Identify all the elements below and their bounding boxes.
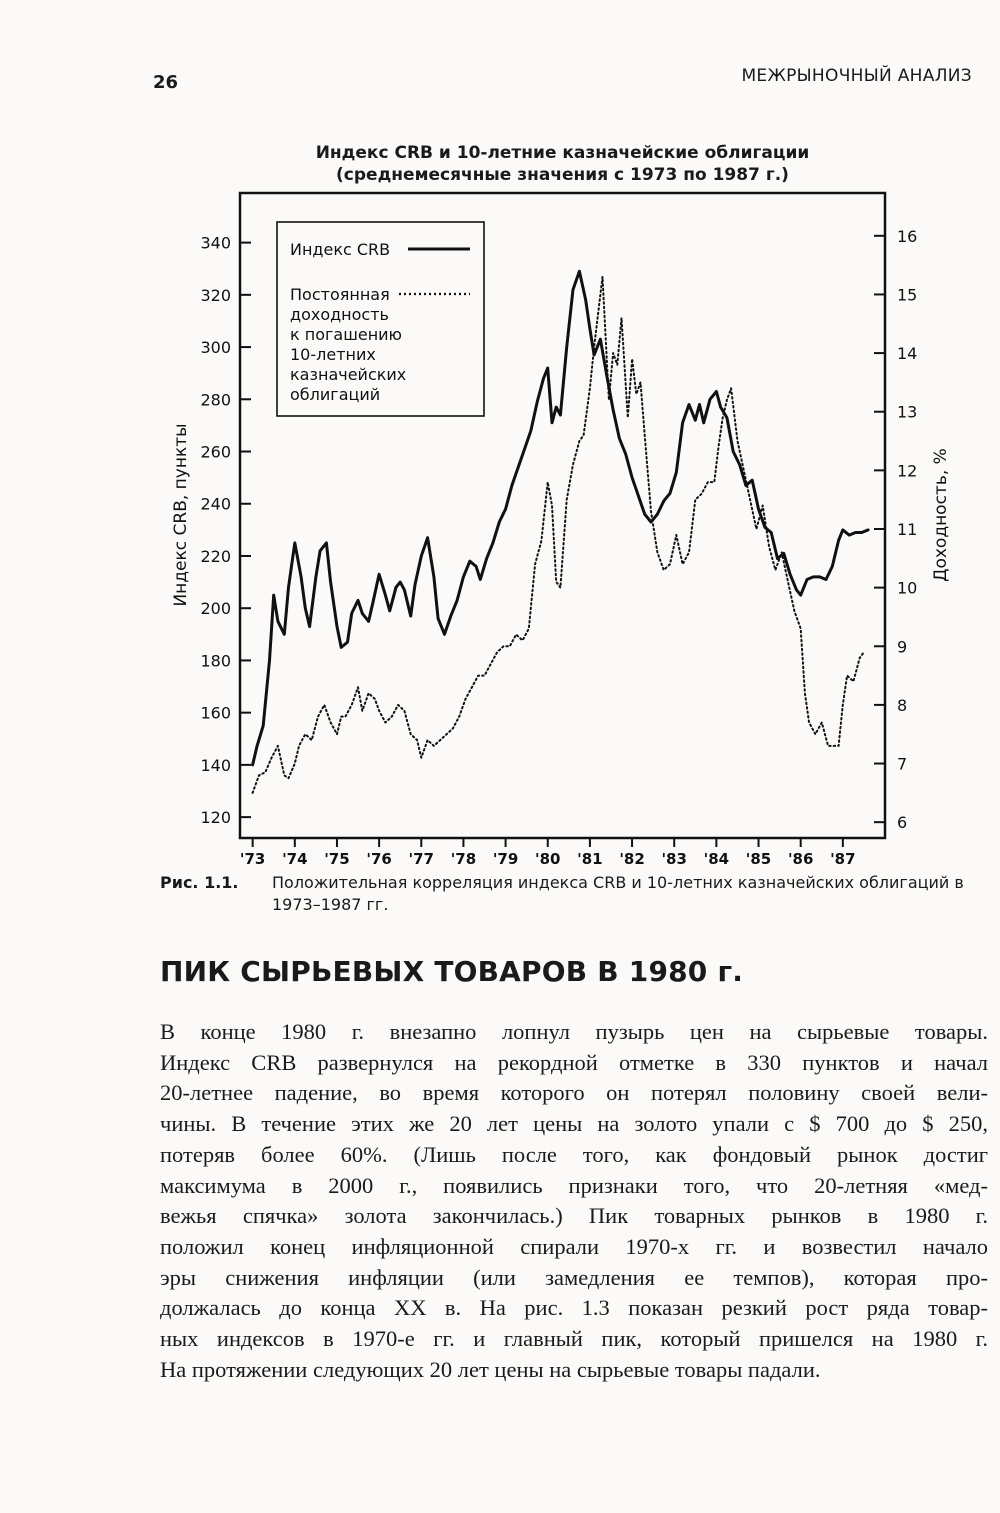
legend-yield-line-5: казначейских	[290, 365, 407, 384]
y-left-tick-label: 200	[200, 599, 231, 619]
caption-label: Рис. 1.1.	[160, 873, 239, 892]
y-right-tick-label: 10	[897, 578, 918, 598]
y-left-tick-label: 140	[200, 755, 231, 775]
y-left-tick-label: 220	[200, 546, 231, 566]
body-line: чины. В течение этих же 20 лет цены на золото упали с $ 700 до $ 250,	[160, 1111, 988, 1137]
running-header: МЕЖРЫНОЧНЫЙ АНАЛИЗ	[741, 66, 972, 86]
x-tick-label: '85	[745, 850, 772, 868]
y-right-tick-label: 15	[897, 285, 918, 305]
y-right-tick-label: 6	[897, 813, 908, 833]
body-line: ных индексов в 1970-е гг. и главный пик, который пришелся на 1980 г.	[160, 1326, 988, 1352]
y-right-tick-label: 7	[897, 754, 908, 774]
x-tick-label: '84	[703, 850, 730, 868]
page-number: 26	[153, 72, 179, 93]
y-left-axis	[200, 234, 251, 827]
x-tick-label: '79	[492, 850, 519, 868]
body-line: эры снижения инфляции (или замедления ее темпов), которая про-	[160, 1264, 988, 1290]
y-right-tick-label: 12	[897, 461, 918, 481]
legend	[277, 222, 484, 416]
body-line: потеряв более 60%. (Лишь после того, как фондовый рынок достиг	[160, 1141, 988, 1167]
y-left-tick-label: 300	[200, 338, 231, 358]
chart-title-line-2: (среднемесячные значения с 1973 по 1987 г.)	[336, 165, 789, 185]
y-right-axis	[874, 227, 917, 832]
body-line: В конце 1980 г. внезапно лопнул пузырь цен на сырьевые товары.	[160, 1019, 988, 1044]
x-tick-label: '82	[619, 850, 645, 868]
x-tick-label: '83	[661, 850, 687, 868]
body-line: 20-летнее падение, во время которого он потерял половину своей вели-	[160, 1080, 988, 1106]
legend-yield-line-2: доходность	[290, 305, 389, 324]
y-left-tick-label: 340	[200, 233, 231, 253]
body-line: положил конец инфляционной спирали 1970-х гг. и возвестил начало	[160, 1233, 988, 1259]
body-line: вежья спячка» золота закончилась.) Пик товарных рынков в 1980 г.	[160, 1203, 988, 1229]
x-tick-label: '74	[282, 850, 308, 868]
x-tick-label: '75	[324, 850, 350, 868]
y-left-tick-label: 260	[200, 442, 231, 462]
y-left-tick-label: 180	[200, 651, 231, 671]
y-left-tick-label: 240	[200, 494, 231, 514]
section-heading: ПИК СЫРЬЕВЫХ ТОВАРОВ В 1980 г.	[160, 955, 744, 988]
y-left-axis-label: Индекс CRB, пункты	[171, 423, 191, 607]
x-axis	[240, 838, 856, 868]
x-tick-label: '77	[408, 850, 435, 868]
y-left-tick-label: 280	[200, 390, 231, 410]
chart-title-line-1: Индекс CRB и 10-летние казначейские облигации	[315, 143, 810, 163]
x-tick-label: '86	[787, 850, 814, 868]
x-tick-label: '76	[366, 850, 392, 868]
legend-yield-line-1: Постоянная	[290, 285, 390, 304]
y-right-tick-label: 14	[897, 344, 918, 364]
legend-yield-line-4: 10-летних	[290, 345, 376, 364]
x-tick-label: '73	[239, 850, 266, 868]
y-right-tick-label: 9	[897, 637, 908, 657]
body-line: Индекс CRB развернулся на рекордной отметке в 330 пунктов и начал	[160, 1049, 988, 1075]
y-right-tick-label: 16	[897, 226, 918, 246]
x-tick-label: '81	[577, 850, 603, 868]
legend-yield-line-3: к погашению	[290, 325, 403, 344]
y-right-tick-label: 8	[897, 695, 908, 715]
x-tick-label: '87	[830, 850, 856, 868]
legend-yield-line-6: облигаций	[290, 385, 381, 404]
body-text	[160, 1017, 988, 1385]
y-left-tick-label: 320	[200, 285, 231, 305]
y-left-tick-label: 160	[200, 703, 231, 723]
x-tick-label: '80	[535, 850, 561, 868]
caption-text: Положительная корреляция индекса CRB и 10-летних казначейских облигаций в 1973–1987 гг.	[272, 873, 964, 914]
body-line: должалась до конца XX в. На рис. 1.3 показан резкий рост ряда товар-	[160, 1295, 988, 1321]
body-line last: На протяжении следующих 20 лет цены на сырьевые товары падали.	[160, 1356, 821, 1382]
y-right-tick-label: 13	[897, 402, 918, 422]
body-line: максимума в 2000 г., появились признаки того, что 20-летняя «мед-	[160, 1172, 988, 1198]
y-left-tick-label: 120	[200, 808, 231, 828]
x-tick-label: '78	[450, 850, 477, 868]
y-right-axis-label: Доходность, %	[931, 448, 951, 582]
legend-crb-label: Индекс CRB	[290, 240, 391, 259]
y-right-tick-label: 11	[897, 519, 918, 539]
